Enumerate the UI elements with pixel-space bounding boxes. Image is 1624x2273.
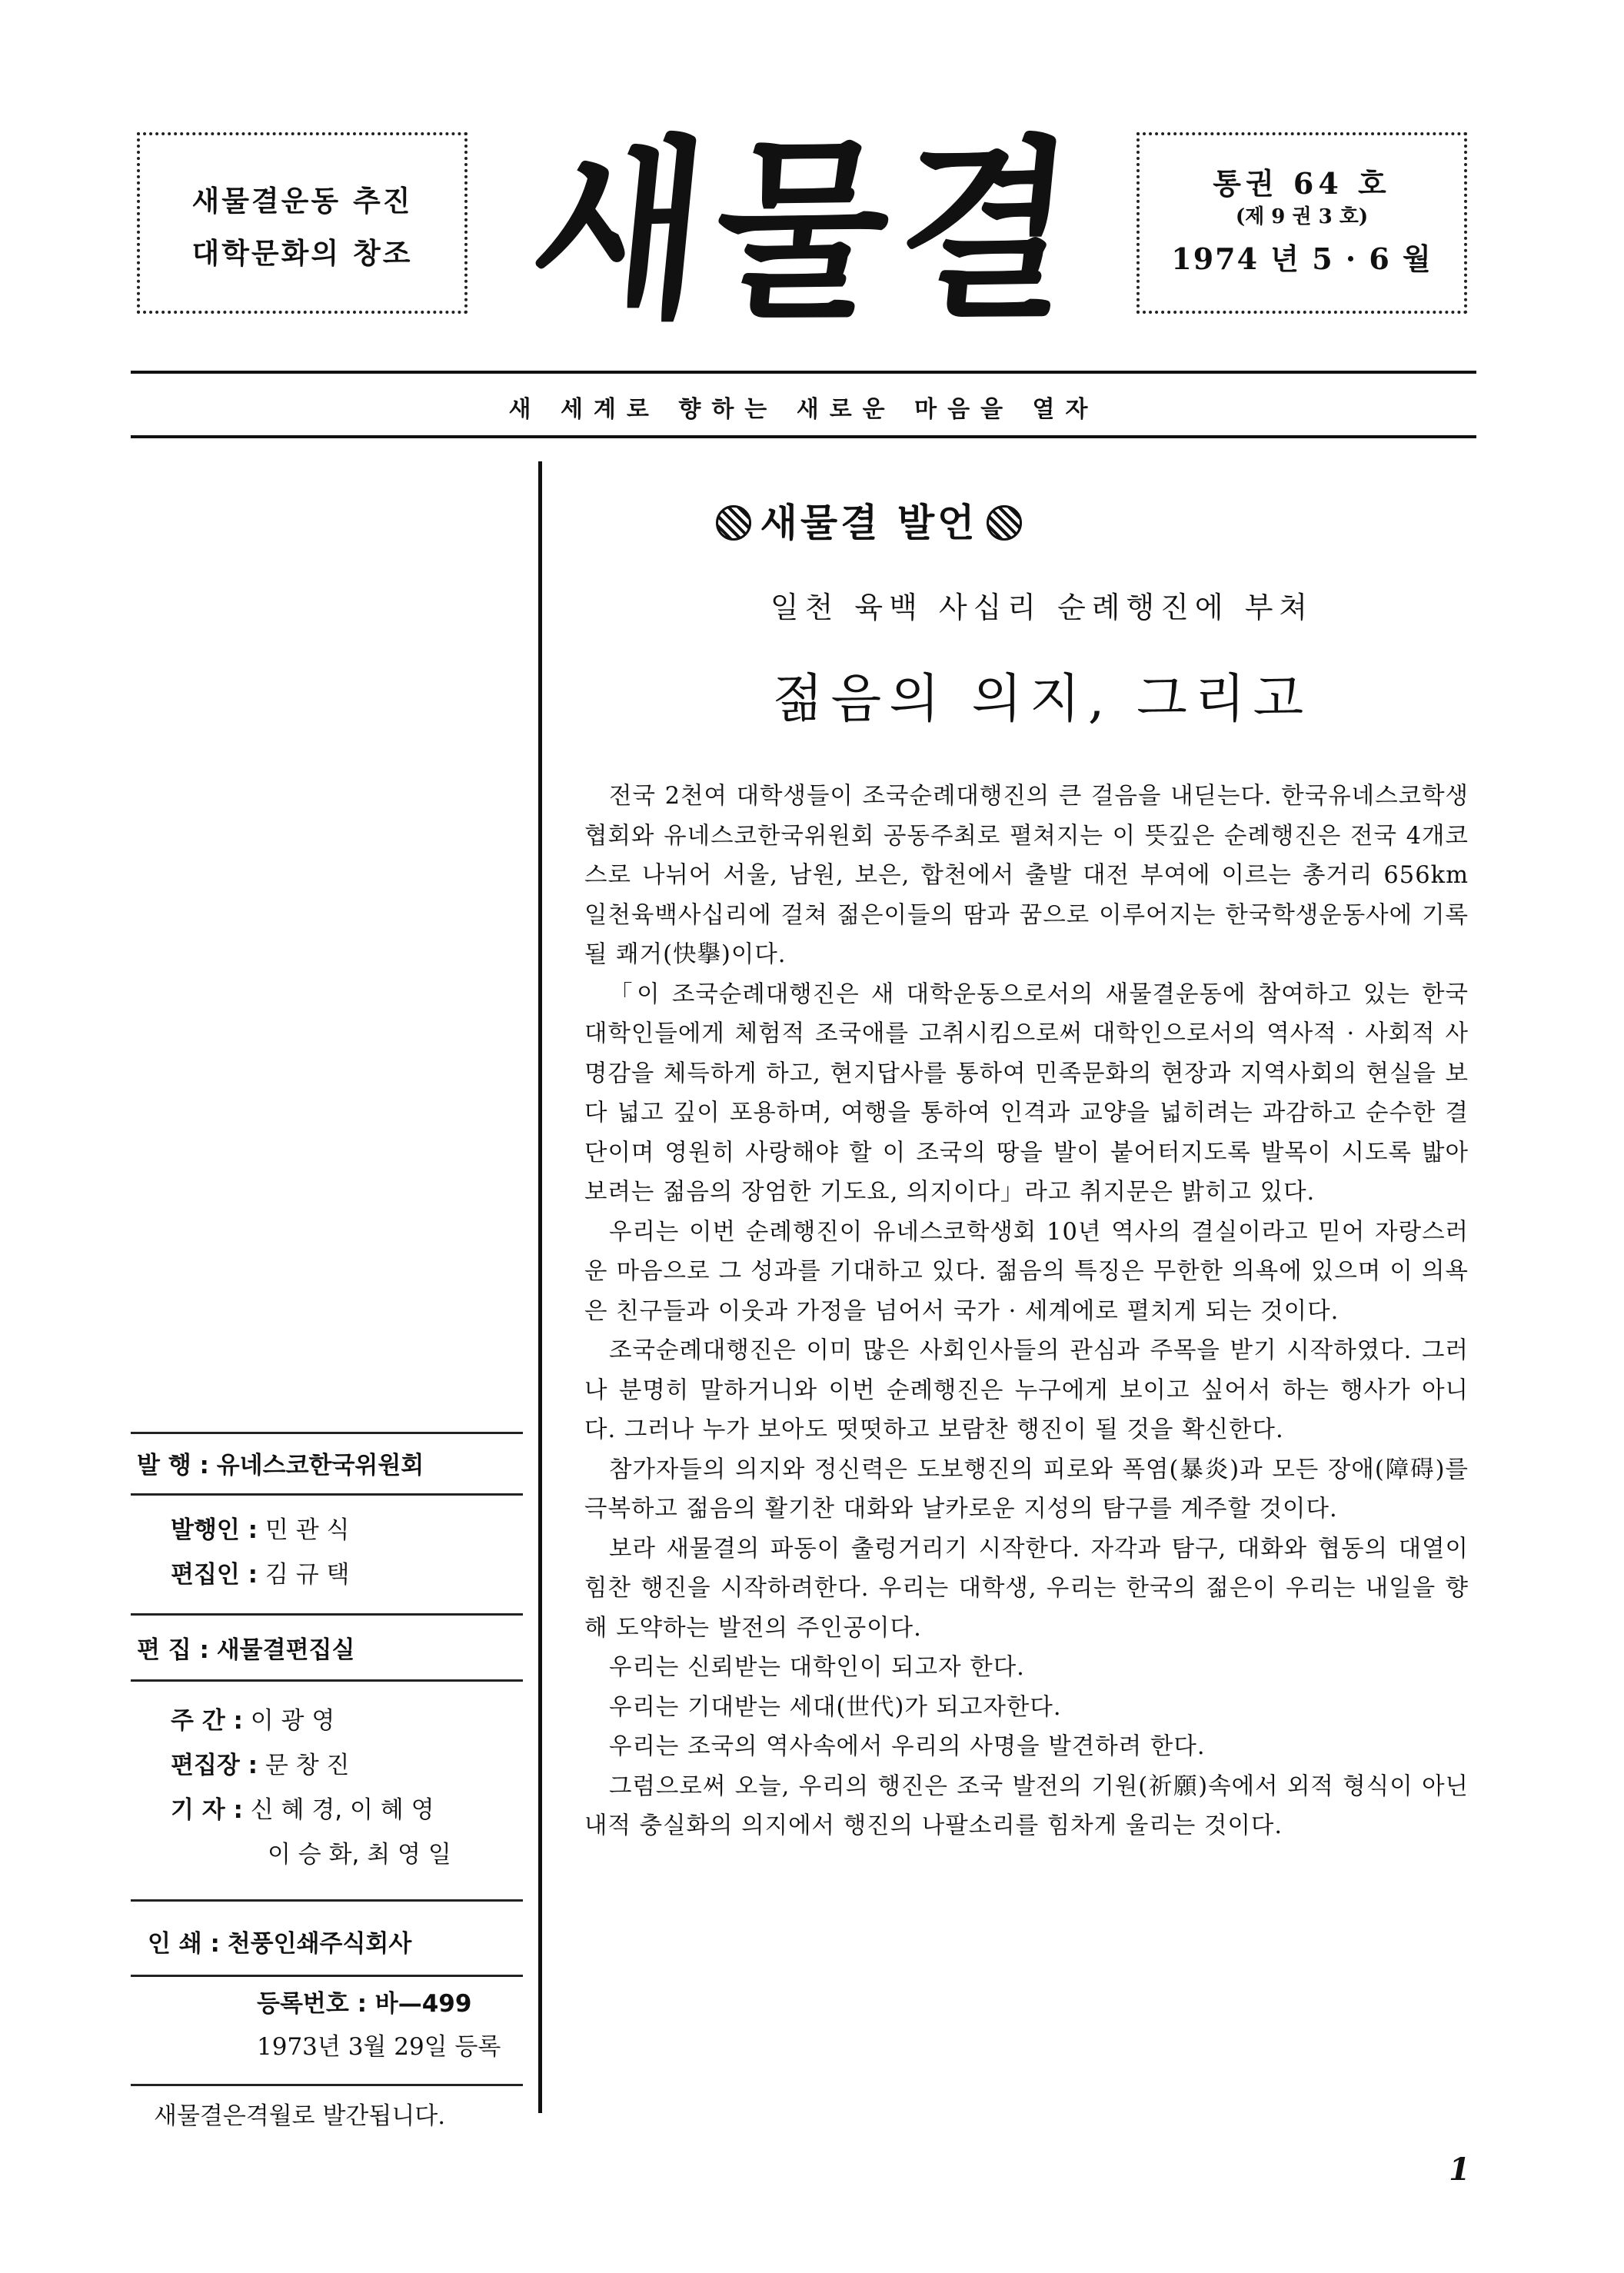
colophon-registration-1: [257, 1982, 526, 2025]
publication-note: 새물결은격월로 발간됩니다.: [154, 2102, 446, 2130]
article-title: 젊음의 의지, 그리고: [772, 669, 1312, 730]
colophon-rule-2: [131, 1493, 523, 1496]
header-rule-top: [131, 371, 1476, 374]
registration-number: 등록번호 : 바—499: [257, 1990, 472, 2018]
publisher-label: 발 행 :: [137, 1452, 209, 1479]
article-paragraph: 조국순례대행진은 이미 많은 사회인사들의 관심과 주목을 받기 시작하였다. 그러나 분명히 말하거니와 이번 순례행진은 누구에게 보이고 싶어서 하는 행사가 아니다. 그러나 누가 보아도 떳떳하고 보람찬 행진이 될 것을 확신한다.: [584, 1337, 1469, 1443]
reporters-line-1: 신 혜 경, 이 혜 영: [250, 1796, 434, 1824]
colophon-chief: [171, 1699, 517, 1742]
colophon-publisher: [137, 1444, 521, 1487]
issue-info-box: [1136, 132, 1467, 314]
article-paragraph: 보라 새물결의 파동이 출렁거리기 시작한다. 자각과 탐구, 대화와 협동의 대열이 힘찬 행진을 시작하려한다. 우리는 대학생, 우리는 한국의 젊은이 우리는 내일을 향해 도약하는 발전의 주인공이다.: [584, 1535, 1469, 1642]
colophon-reporters: [171, 1789, 524, 1832]
colophon-rule-3: [131, 1613, 523, 1616]
article-paragraph: 우리는 이번 순례행진이 유네스코학생회 10년 역사의 결실이라고 믿어 자랑스러운 마음으로 그 성과를 기대하고 있다. 젊음의 특징은 무한한 의욕에 있으며 이 의욕은 친구들과 이웃과 가정을 넘어서 국가 · 세계에로 펼치게 되는 것이다.: [584, 1218, 1469, 1325]
chief-value: 이 광 영: [250, 1707, 335, 1735]
issuer-label: 발행인 :: [171, 1516, 258, 1544]
publisher-value: 유네스코한국위원회: [216, 1452, 424, 1479]
colophon-rule-1: [131, 1432, 523, 1434]
issue-date: 1974 년 5 · 6 월: [1171, 241, 1433, 276]
section-heading-text: 새물결 발언: [760, 501, 978, 545]
colophon-note: [154, 2095, 523, 2138]
colophon-editor-in-chief: [171, 1744, 517, 1787]
issue-sub-volume: (제 9 권 3 호): [1235, 205, 1369, 228]
issuer-value: 민 관 식: [265, 1516, 350, 1544]
article-paragraph: 「이 조국순례대행진은 새 대학운동으로서의 새물결운동에 참여하고 있는 한국 대학인들에게 체험적 조국애를 고취시킴으로써 대학인으로서의 역사적 · 사회적 사명감을 체득하게 하고, 현지답사를 통하여 민족문화의 현장과 지역사회의 현실을 보다 넓고 깊이 포용하며, 여행을 통하여 인격과 교양을 넓히려는 과감하고 순수한 결단이며 영원히 사랑해야 할 이 조국의 땅을 발이 붙어터지도록 발목이 시도록 밟아보려는 젊음의 장엄한 기도요, 의지이다」라고 취지문은 밝히고 있다.: [584, 980, 1469, 1206]
header-rule-bottom: [131, 435, 1476, 438]
colophon-registration-2: [257, 2025, 526, 2068]
hatched-circle-icon: [987, 505, 1022, 541]
article-paragraph: 우리는 기대받는 세대(世代)가 되고자한다.: [609, 1693, 1062, 1721]
editor-label: 편집인 :: [171, 1561, 258, 1589]
article-body: [584, 777, 1469, 1846]
issue-volume: 통권 64 호: [1213, 166, 1391, 201]
masthead-title: 새물결: [521, 117, 1093, 344]
column-divider: [538, 461, 542, 2113]
colophon-rule-4: [131, 1679, 523, 1682]
article-paragraph: 참가자들의 의지와 정신력은 도보행진의 피로와 폭염(暴炎)과 모든 장애(障碍)를 극복하고 젊음의 활기찬 대화와 날카로운 지성의 탐구를 계주할 것이다.: [584, 1456, 1469, 1523]
editing-value: 새물결편집실: [216, 1636, 355, 1664]
editor-value: 김 규 택: [265, 1561, 350, 1589]
colophon-rule-7: [131, 2084, 523, 2086]
article-subtitle: 일천 육백 사십리 순례행진에 부쳐: [770, 591, 1314, 624]
article-paragraph: 그럼으로써 오늘, 우리의 행진은 조국 발전의 기원(祈願)속에서 외적 형식이 아닌 내적 충실화의 의지에서 행진의 나팔소리를 힘차게 울리는 것이다.: [584, 1772, 1469, 1839]
motto-line-1: 새물결운동 추진: [191, 185, 413, 218]
editor-in-chief-value: 문 창 진: [265, 1752, 350, 1779]
colophon-printing: [148, 1922, 524, 1965]
slogan: 새 세계로 향하는 새로운 마음을 열자: [508, 396, 1099, 423]
colophon-editing: [137, 1629, 521, 1672]
colophon-issuer: [171, 1509, 517, 1552]
chief-label: 주 간 :: [171, 1707, 243, 1735]
editor-in-chief-label: 편집장 :: [171, 1752, 258, 1779]
page-number: 1: [1449, 2152, 1470, 2188]
colophon-editor: [171, 1553, 517, 1596]
colophon-rule-6: [131, 1975, 523, 1977]
article-paragraph: 전국 2천여 대학생들이 조국순례대행진의 큰 걸음을 내딛는다. 한국유네스코학생협회와 유네스코한국위원회 공동주최로 펼쳐지는 이 뜻깊은 순례행진은 전국 4개코스로 나뉘어 서울, 남원, 보은, 합천에서 출발 대전 부여에 이르는 총거리 656km 일천육백사십리에 걸쳐 젊은이들의 땀과 꿈으로 이루어지는 한국학생운동사에 기록될 쾌거(快擧)이다.: [584, 783, 1469, 968]
colophon-rule-5: [131, 1899, 523, 1902]
hatched-circle-icon: [716, 505, 751, 541]
printing-value: 천풍인쇄주식회사: [227, 1930, 412, 1958]
reporters-line-2: 이 승 화, 최 영 일: [268, 1841, 451, 1869]
header-motto-box: [137, 132, 468, 314]
article-paragraph: 우리는 신뢰받는 대학인이 되고자 한다.: [609, 1654, 1025, 1681]
registration-date: 1973년 3월 29일 등록: [257, 2033, 501, 2061]
colophon-reporters-cont: [268, 1833, 521, 1876]
printing-label: 인 쇄 :: [148, 1930, 220, 1958]
editing-label: 편 집 :: [137, 1636, 209, 1664]
reporters-label: 기 자 :: [171, 1796, 243, 1824]
motto-line-2: 대학문화의 창조: [191, 237, 413, 270]
section-heading: [631, 492, 1107, 554]
article-paragraph: 우리는 조국의 역사속에서 우리의 사명을 발견하려 한다.: [609, 1733, 1206, 1760]
